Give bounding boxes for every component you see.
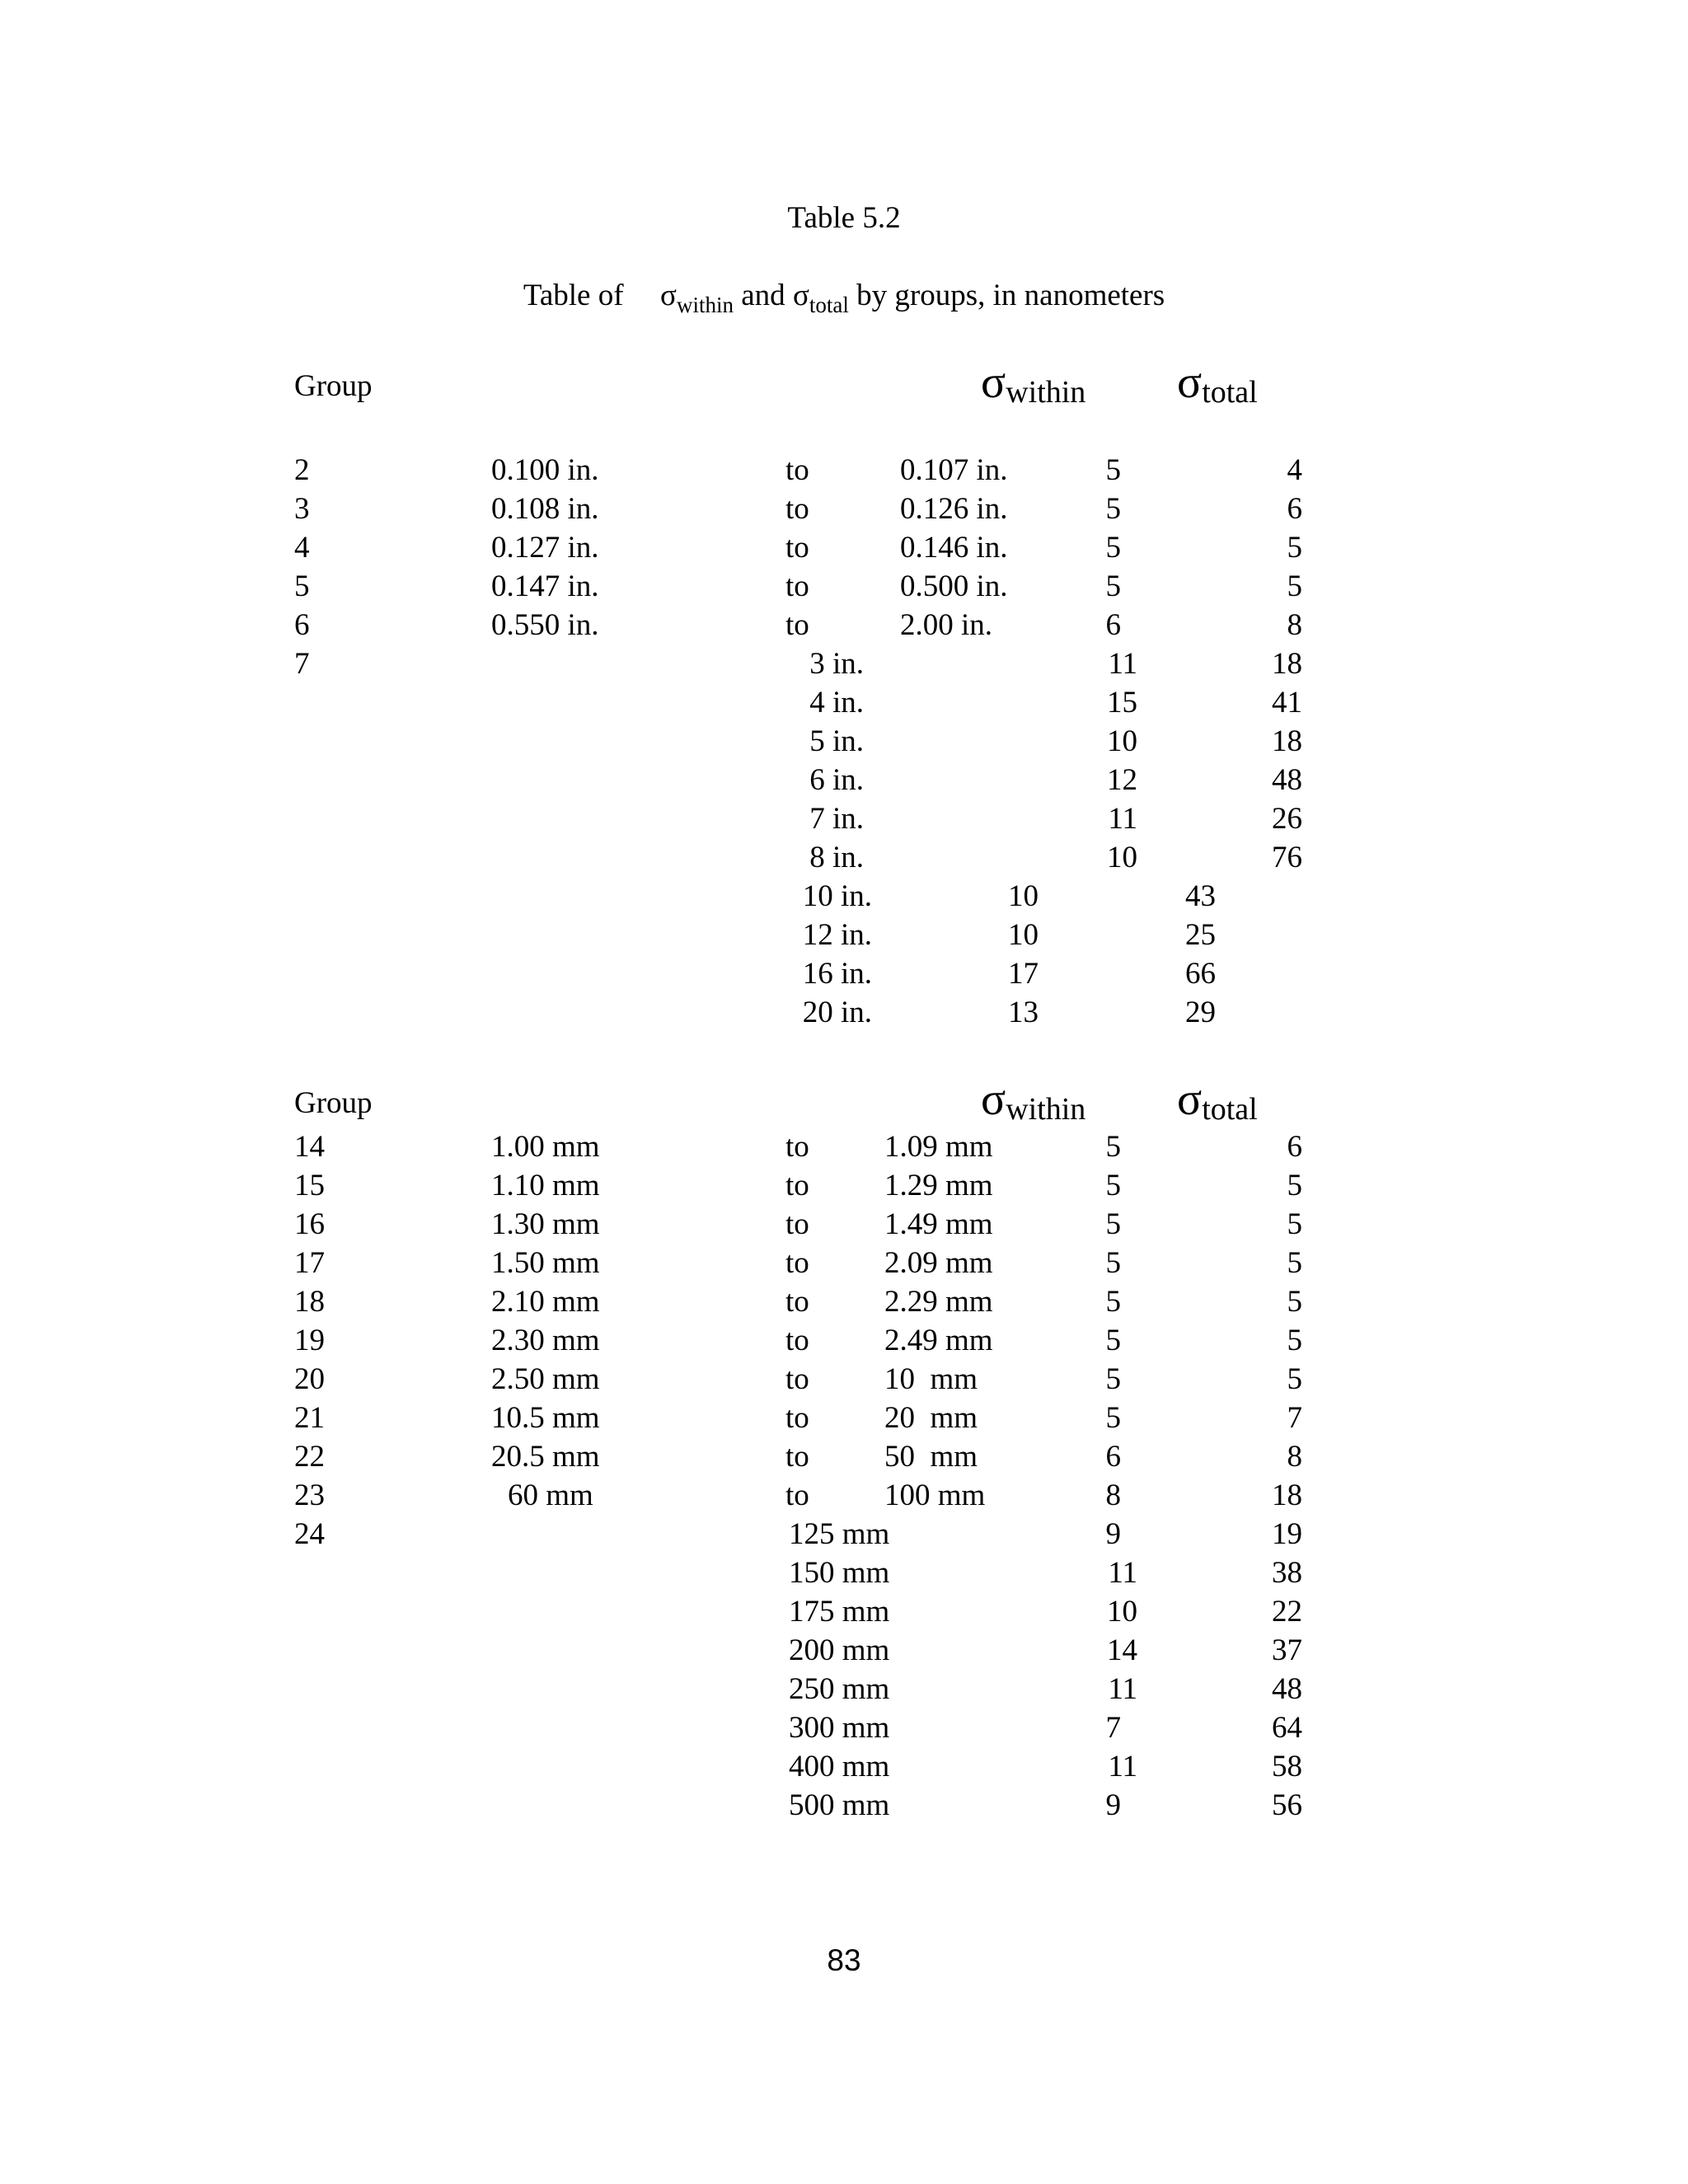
table-row [0,1170,1688,1210]
total-cell: 5 [1287,1169,1302,1202]
total-cell: 5 [1287,531,1302,565]
table-row [0,1635,1688,1675]
table-row [0,842,1688,882]
table-row [0,1751,1688,1791]
sigma-within-header [981,1074,1086,1127]
within-cell: 11 [1108,1556,1137,1590]
table-row [0,1364,1688,1404]
total-subscript: total [1202,1092,1258,1127]
table-row [0,881,1688,921]
within-cell: 5 [1105,531,1121,565]
to-cell: to [785,1130,809,1164]
upper-cell: 0.107 in. [900,453,1008,487]
upper-cell: 10 mm [884,1362,978,1396]
group-cell: 20 [294,1362,325,1396]
from-cell: 0.550 in. [491,608,599,642]
within-cell: 17 [1008,957,1039,991]
to-cell: to [785,1362,809,1396]
from-cell: 10.5 mm [491,1401,600,1435]
upper-cell: 2.00 in. [900,608,993,642]
total-cell: 8 [1287,1440,1302,1474]
table-row [0,1596,1688,1636]
table-row [0,649,1688,688]
size-cell: 20 in. [802,996,872,1029]
within-cell: 10 [1107,841,1137,874]
group-cell: 16 [294,1207,325,1241]
table-caption [0,279,1688,317]
total-cell: 48 [1272,763,1302,797]
table-row [0,1790,1688,1830]
size-cell: 8 in. [809,841,864,874]
table-row [0,958,1688,998]
from-cell: 1.10 mm [491,1169,600,1202]
table-row [0,494,1688,533]
total-cell: 18 [1272,1479,1302,1512]
sigma-total-symbol: σ [1177,1074,1203,1125]
from-cell: 0.108 in. [491,492,599,526]
total-cell: 56 [1272,1788,1302,1822]
total-cell: 22 [1272,1595,1302,1629]
table-row [0,455,1688,494]
upper-cell: 1.09 mm [884,1130,993,1164]
total-cell: 58 [1272,1750,1302,1783]
group-cell: 24 [294,1517,325,1551]
group-cell: 5 [294,569,310,603]
upper-cell: 2.09 mm [884,1246,993,1280]
to-cell: to [785,608,809,642]
total-cell: 25 [1185,918,1216,952]
to-cell: to [785,1440,809,1474]
group-cell: 7 [294,647,310,681]
within-cell: 10 [1107,1595,1137,1629]
size-cell: 200 mm [789,1633,890,1667]
from-cell: 2.50 mm [491,1362,600,1396]
table-row [0,1248,1688,1287]
table-row [0,920,1688,959]
within-cell: 9 [1105,1788,1121,1822]
group-cell: 6 [294,608,310,642]
total-cell: 5 [1287,569,1302,603]
upper-cell: 0.146 in. [900,531,1008,565]
from-cell: 0.127 in. [491,531,599,565]
within-cell: 5 [1105,569,1121,603]
total-cell: 5 [1287,1285,1302,1319]
group-cell: 21 [294,1401,325,1435]
from-cell: 20.5 mm [491,1440,600,1474]
total-subscript: total [1202,375,1258,410]
table-row [0,610,1688,649]
table-row [0,997,1688,1037]
total-cell: 18 [1272,724,1302,758]
upper-cell: 0.126 in. [900,492,1008,526]
total-cell: 38 [1272,1556,1302,1590]
total-cell: 6 [1287,1130,1302,1164]
total-cell: 4 [1287,453,1302,487]
within-cell: 10 [1008,879,1039,913]
total-cell: 19 [1272,1517,1302,1551]
within-cell: 15 [1107,686,1137,719]
from-cell: 1.30 mm [491,1207,600,1241]
table-row [0,726,1688,766]
sigma-within-symbol: σ [981,1074,1006,1125]
table-row [0,1674,1688,1713]
group-cell: 19 [294,1324,325,1357]
within-cell: 10 [1107,724,1137,758]
size-cell: 5 in. [809,724,864,758]
table-row [0,687,1688,727]
to-cell: to [785,531,809,565]
to-cell: to [785,569,809,603]
group-cell: 4 [294,531,310,565]
caption-prefix: Table of [523,279,624,312]
from-cell: 1.50 mm [491,1246,600,1280]
within-cell: 6 [1105,1440,1121,1474]
group-header: Group [294,1086,373,1120]
group-cell: 18 [294,1285,325,1319]
size-cell: 12 in. [802,918,872,952]
table-row [0,1713,1688,1752]
group-header: Group [294,369,373,403]
table-number [0,203,1688,233]
total-cell: 18 [1272,647,1302,681]
total-cell: 8 [1287,608,1302,642]
table-number-text: Table 5.2 [787,201,901,235]
within-cell: 5 [1105,1401,1121,1435]
table-row [0,571,1688,611]
from-cell: 0.147 in. [491,569,599,603]
group-cell: 22 [294,1440,325,1474]
upper-cell: 2.49 mm [884,1324,993,1357]
within-cell: 9 [1105,1517,1121,1551]
size-cell: 250 mm [789,1672,890,1706]
total-cell: 43 [1185,879,1216,913]
table-row [0,1325,1688,1365]
within-cell: 5 [1105,1246,1121,1280]
table-row [0,1403,1688,1442]
group-cell: 14 [294,1130,325,1164]
total-cell: 7 [1287,1401,1302,1435]
table-row [0,804,1688,843]
upper-cell: 1.29 mm [884,1169,993,1202]
sigma-within-symbol: σ [981,357,1006,408]
within-cell: 11 [1108,1672,1137,1706]
to-cell: to [785,1479,809,1512]
sigma-total-header [1177,1074,1258,1127]
within-subscript: within [1006,375,1086,410]
total-cell: 41 [1272,686,1302,719]
total-cell: 64 [1272,1711,1302,1745]
total-cell: 5 [1287,1246,1302,1280]
caption-within-subscript: within [676,293,734,317]
from-cell: 1.00 mm [491,1130,600,1164]
table-row [0,1286,1688,1326]
total-cell: 37 [1272,1633,1302,1667]
within-cell: 5 [1105,492,1121,526]
group-cell: 3 [294,492,310,526]
within-cell: 11 [1108,1750,1137,1783]
within-cell: 6 [1105,608,1121,642]
to-cell: to [785,1401,809,1435]
page-number: 83 [827,1943,861,1977]
to-cell: to [785,453,809,487]
to-cell: to [785,1169,809,1202]
size-cell: 150 mm [789,1556,890,1590]
to-cell: to [785,1207,809,1241]
upper-cell: 100 mm [884,1479,986,1512]
total-cell: 26 [1272,802,1302,836]
group-cell: 15 [294,1169,325,1202]
total-cell: 66 [1185,957,1216,991]
table-row [0,1132,1688,1171]
within-cell: 11 [1108,647,1137,681]
within-cell: 13 [1008,996,1039,1029]
caption-and: and [741,279,785,312]
size-cell: 125 mm [789,1517,890,1551]
table-row [0,1480,1688,1520]
table-row [0,1558,1688,1597]
sigma-within-header [981,357,1086,410]
table-row [0,1441,1688,1481]
size-cell: 175 mm [789,1595,890,1629]
total-cell: 29 [1185,996,1216,1029]
size-cell: 300 mm [789,1711,890,1745]
upper-cell: 1.49 mm [884,1207,993,1241]
size-cell: 10 in. [802,879,872,913]
within-cell: 12 [1107,763,1137,797]
size-cell: 3 in. [809,647,864,681]
sigma-total-symbol: σ [1177,357,1203,408]
within-cell: 5 [1105,1207,1121,1241]
group-cell: 23 [294,1479,325,1512]
within-cell: 5 [1105,1130,1121,1164]
within-cell: 5 [1105,1285,1121,1319]
within-cell: 7 [1105,1711,1121,1745]
table-row [0,765,1688,804]
within-cell: 5 [1105,1324,1121,1357]
size-cell: 16 in. [802,957,872,991]
within-cell: 5 [1105,1362,1121,1396]
total-cell: 48 [1272,1672,1302,1706]
group-cell: 2 [294,453,310,487]
within-cell: 8 [1105,1479,1121,1512]
from-cell: 60 mm [508,1479,593,1512]
table-row [0,1209,1688,1249]
table-row [0,1519,1688,1558]
caption-total-subscript: total [809,293,849,317]
size-cell: 500 mm [789,1788,890,1822]
size-cell: 400 mm [789,1750,890,1783]
upper-cell: 2.29 mm [884,1285,993,1319]
total-cell: 5 [1287,1362,1302,1396]
size-cell: 4 in. [809,686,864,719]
caption-sigma-within: σ [660,279,677,312]
table-row [0,532,1688,572]
upper-cell: 50 mm [884,1440,978,1474]
within-cell: 14 [1107,1633,1137,1667]
size-cell: 6 in. [809,763,864,797]
within-subscript: within [1006,1092,1086,1127]
from-cell: 2.10 mm [491,1285,600,1319]
to-cell: to [785,1324,809,1357]
to-cell: to [785,492,809,526]
from-cell: 2.30 mm [491,1324,600,1357]
within-cell: 5 [1105,1169,1121,1202]
within-cell: 10 [1008,918,1039,952]
within-cell: 5 [1105,453,1121,487]
within-cell: 11 [1108,802,1137,836]
total-cell: 76 [1272,841,1302,874]
caption-sigma-total: σ [792,279,809,312]
to-cell: to [785,1285,809,1319]
size-cell: 7 in. [809,802,864,836]
upper-cell: 20 mm [884,1401,978,1435]
caption-suffix: by groups, in nanometers [856,279,1165,312]
total-cell: 5 [1287,1324,1302,1357]
from-cell: 0.100 in. [491,453,599,487]
total-cell: 5 [1287,1207,1302,1241]
group-cell: 17 [294,1246,325,1280]
upper-cell: 0.500 in. [900,569,1008,603]
total-cell: 6 [1287,492,1302,526]
sigma-total-header [1177,357,1258,410]
to-cell: to [785,1246,809,1280]
